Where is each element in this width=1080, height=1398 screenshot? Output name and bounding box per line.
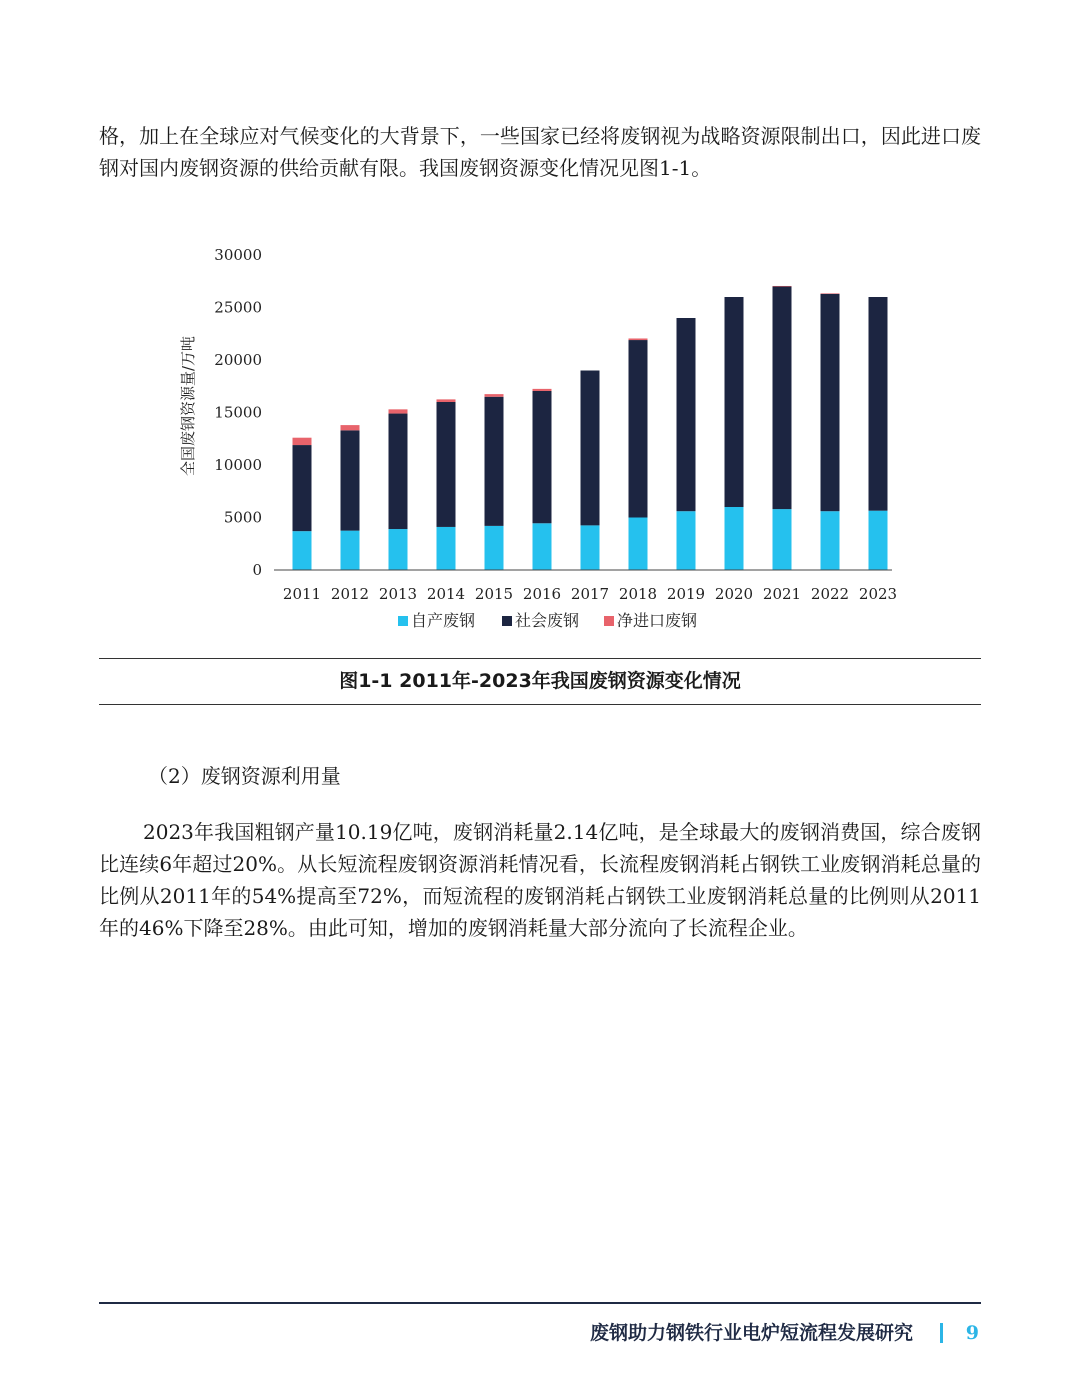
- body-paragraph-2: [99, 816, 981, 944]
- bar-segment: [869, 297, 888, 511]
- page-number: 9: [965, 1322, 979, 1344]
- y-tick-label: 20000: [214, 351, 262, 369]
- bar-segment: [437, 399, 456, 402]
- bar-segment: [773, 286, 792, 287]
- bar-segment: [677, 511, 696, 570]
- bar-segment: [629, 518, 648, 571]
- legend-label: 净进口废钢: [617, 611, 698, 630]
- x-tick-label: 2018: [618, 585, 658, 603]
- legend-label: 自产废钢: [411, 611, 476, 630]
- x-tick-label: 2014: [426, 585, 466, 603]
- y-tick-label: 15000: [214, 403, 262, 422]
- x-tick-label: 2012: [330, 585, 370, 603]
- figure-caption: 图1-1 2011年-2023年我国废钢资源变化情况: [339, 670, 741, 692]
- caption-bottom-rule: [99, 704, 981, 705]
- x-tick-label: 2021: [762, 585, 802, 603]
- x-tick-label: 2017: [570, 585, 610, 603]
- footer: [99, 1318, 981, 1348]
- bar-segment: [821, 511, 840, 570]
- y-tick-label: 5000: [223, 508, 262, 527]
- bar-segment: [533, 389, 552, 391]
- y-tick-label: 10000: [214, 456, 262, 474]
- bar-segment: [341, 425, 360, 430]
- bar-segment: [821, 293, 840, 294]
- bar-segment: [629, 338, 648, 340]
- y-tick-label: 25000: [214, 298, 262, 317]
- footer-title: 废钢助力钢铁行业电炉短流程发展研究: [589, 1322, 913, 1344]
- x-tick-label: 2022: [810, 585, 850, 603]
- y-tick-label: 30000: [214, 246, 262, 264]
- bar-segment: [725, 297, 744, 507]
- legend-swatch: [502, 616, 512, 626]
- bar-segment: [773, 287, 792, 510]
- bar-segment: [293, 445, 312, 531]
- footer-rule: [99, 1302, 981, 1304]
- y-axis: [214, 246, 262, 579]
- bar-segment: [341, 430, 360, 530]
- x-tick-label: 2011: [282, 585, 322, 603]
- bar-segment: [485, 397, 504, 526]
- x-tick-label: 2020: [714, 585, 754, 603]
- caption-top-rule: [99, 658, 981, 659]
- body-paragraph-2-text: 2023年我国粗钢产量10.19亿吨，废钢消耗量2.14亿吨，是全球最大的废钢消费国，综合废钢比连续6年超过20%。从长短流程废钢资源消耗情况看，长流程废钢消耗占钢铁工业废钢消耗总量的比例从2011年的54%提高至72%，而短流程的废钢消耗占钢铁工业废钢消耗总量的比例则从2011年的46%下降至28%。由此可知，增加的废钢消耗量大部分流向了长流程企业。: [99, 820, 981, 940]
- x-axis: [274, 570, 897, 603]
- footer-divider: [940, 1323, 943, 1343]
- bar-segment: [821, 294, 840, 511]
- bar-segment: [773, 509, 792, 570]
- bar-segment: [533, 523, 552, 570]
- body-paragraph-1: 格，加上在全球应对气候变化的大背景下，一些国家已经将废钢视为战略资源限制出口，因此进口废钢对国内废钢资源的供给贡献有限。我国废钢资源变化情况见图1-1。: [99, 124, 981, 180]
- bar-segment: [389, 529, 408, 570]
- bar-segment: [629, 340, 648, 517]
- bar-segment: [389, 414, 408, 530]
- bar-segment: [677, 318, 696, 511]
- bar-segment: [341, 531, 360, 570]
- bar-segment: [293, 531, 312, 570]
- scrap-steel-resource-chart: [160, 238, 910, 638]
- bar-segment: [389, 409, 408, 413]
- legend-label: 社会废钢: [515, 611, 580, 630]
- legend-swatch: [398, 616, 408, 626]
- x-tick-label: 2015: [474, 585, 514, 603]
- bar-segment: [485, 394, 504, 397]
- x-tick-label: 2019: [666, 585, 706, 603]
- bar-segment: [293, 438, 312, 445]
- bar-segment: [437, 402, 456, 527]
- legend: [398, 611, 697, 630]
- bar-segment: [485, 526, 504, 570]
- y-tick-label: 0: [252, 561, 262, 579]
- x-tick-label: 2016: [522, 585, 562, 603]
- bar-segment: [533, 391, 552, 523]
- y-axis-label: 全国废钢资源量/万吨: [179, 335, 197, 477]
- bar-segment: [437, 527, 456, 570]
- bar-segment: [725, 507, 744, 570]
- bar-segment: [581, 525, 600, 570]
- x-tick-label: 2023: [858, 585, 898, 603]
- bar-segment: [869, 511, 888, 570]
- x-tick-label: 2013: [378, 585, 418, 603]
- legend-swatch: [604, 616, 614, 626]
- section-subheading: （2）废钢资源利用量: [148, 764, 341, 788]
- bars: [293, 286, 888, 570]
- bar-segment: [581, 371, 600, 526]
